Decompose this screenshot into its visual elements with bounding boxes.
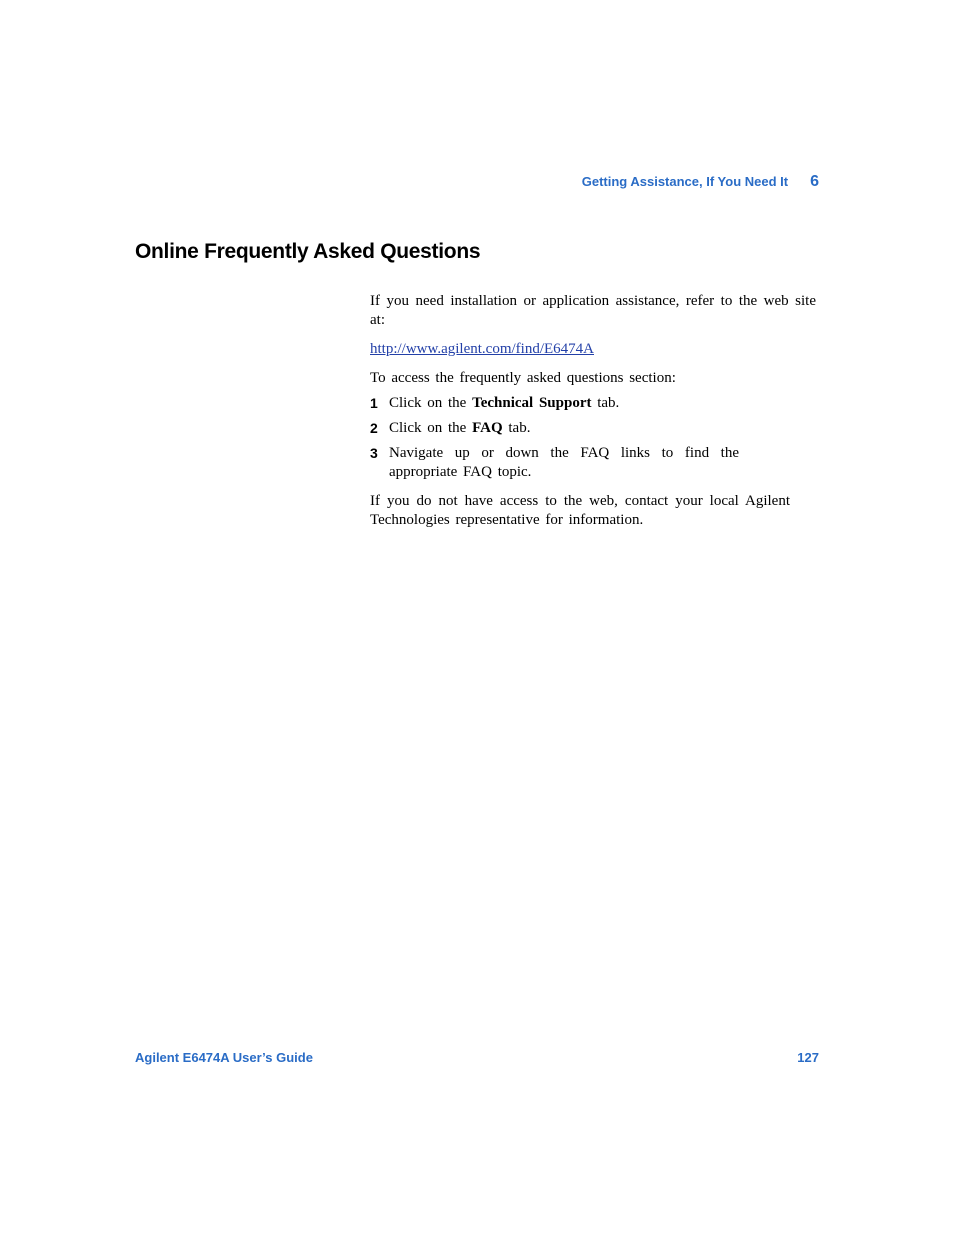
- step-number: 3: [370, 445, 378, 461]
- step-item-3: [370, 444, 816, 482]
- step-text: [389, 419, 739, 438]
- intro-paragraph: If you need installation or application assistance, refer to the web site at:: [370, 293, 816, 328]
- running-header: [582, 173, 819, 191]
- step-text-post: tab.: [591, 395, 620, 411]
- step-text-bold: Technical Support: [472, 395, 592, 411]
- step-text-pre: Navigate up or down the FAQ links to find the appropriate FAQ topic.: [389, 445, 739, 480]
- step-text-pre: Click on the: [389, 420, 473, 436]
- step-text: [389, 444, 739, 482]
- steps-list: [370, 394, 816, 482]
- access-intro-paragraph: To access the frequently asked questions section:: [370, 370, 676, 386]
- step-number: 1: [370, 395, 378, 411]
- step-text: [389, 394, 739, 413]
- body-content: [370, 292, 816, 530]
- faq-website-link[interactable]: http://www.agilent.com/find/E6474A: [370, 341, 594, 357]
- link-paragraph: [370, 340, 816, 359]
- step-text-post: tab.: [502, 420, 531, 436]
- closing-paragraph: If you do not have access to the web, contact your local Agilent Technologies representative for information.: [370, 493, 790, 528]
- running-header-title: Getting Assistance, If You Need It: [581, 174, 789, 189]
- chapter-number: 6: [810, 173, 819, 190]
- step-text-pre: Click on the: [389, 395, 473, 411]
- step-item-2: [370, 419, 816, 438]
- footer-guide-title: Agilent E6474A User’s Guide: [135, 1050, 313, 1065]
- footer-page-number: 127: [797, 1050, 819, 1065]
- section-title: Online Frequently Asked Questions: [135, 240, 481, 263]
- step-number: 2: [370, 420, 378, 436]
- step-text-bold: FAQ: [472, 420, 503, 436]
- step-item-1: [370, 394, 816, 413]
